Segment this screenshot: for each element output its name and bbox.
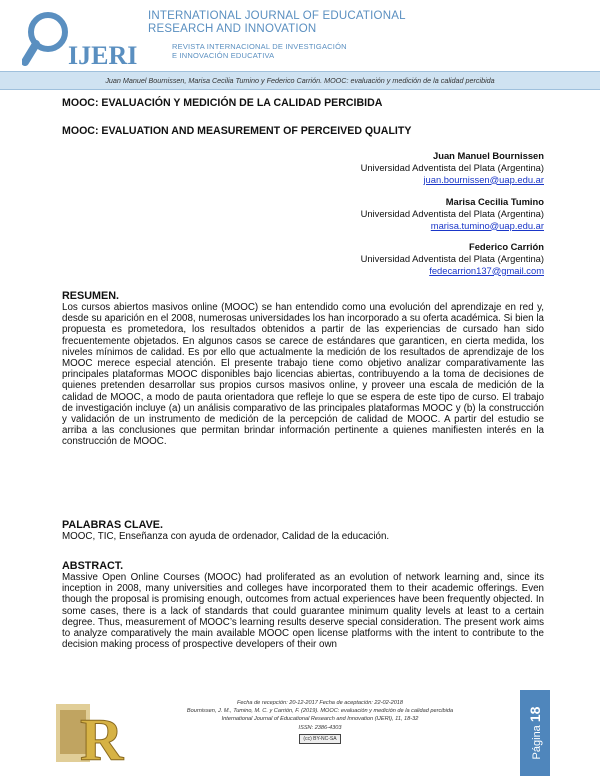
author-email-link[interactable]: juan.bournissen@uap.edu.ar [423,173,544,185]
running-header: Juan Manuel Bournissen, Marisa Cecilia Tumino y Federico Carrión. MOOC: evaluación y medición de la calidad percibida [0,71,600,90]
cc-icon: (cc) [303,735,314,742]
author-affiliation: Universidad Adventista del Plata (Argentina) [360,161,544,173]
journal-name-line1: INTERNATIONAL JOURNAL OF EDUCATIONAL [148,10,406,22]
resumen-heading: RESUMEN. [62,290,119,302]
journal-name-es [172,42,347,60]
author-name: Juan Manuel Bournissen [433,150,544,161]
footer-journal-ref: International Journal of Educational Research and Innovation (IJERI), 11, 18-32 [221,716,419,723]
resumen-section [62,290,544,448]
resumen-text: Los cursos abiertos masivos online (MOOC) se han entendido como una evolución del aprendizaje en red y, desde su aparición en el 2008, numerosas universidades los han incorporado a su oferta académica. Si bien la propuesta es prometedora, los resultados obtenidos a partir de las experiencias de cursado han sido frecuentemente objetados. En algunos casos se carece de estándares que garanticen, en cierta medida, los niveles mínimos de calidad. Es por ello que actualmente la medición de los resultados de aprendizaje de los MOOC merece especial atención. El presente trabajo tiene como objetivo analizar comparativamente las principales plataformas MOOC disponibles bajo licencias abiertas, contribuyendo a la toma de decisiones de quienes pretenden desarrollar sus propios cursos masivos online, y proveer una escala de medición de la calidad de MOOC, a modo de pauta orientadora que refleje lo que se espera de este tipo de curso. El trabajo de investigación incluye (a) un análisis comparativo de las principales plataformas MOOC y (b) la construcción y validación de un instrumento de medición de la percepción de calidad de MOOC. A partir del estudio se arriba a las conclusiones que permitan brindar información pertinente a quienes manifiesten interés en la construcción de MOOC. [62,302,544,448]
abstract-heading: ABSTRACT. [62,560,124,572]
journal-header [0,0,600,72]
author-block [361,241,544,276]
footer-issn: ISSN: 2386-4303 [298,724,342,731]
author-name: Marisa Cecilia Tumino [445,196,544,207]
abstract-text: Massive Open Online Courses (MOOC) had proliferated as an evolution of network learning and, since its inception in 2008, many universities and colleges have incorporated them to their academic offerings. Even though the proposal is promising enough, outcomes from actual experiences have been frequently objected. In some cases, there is a lack of standards that could guarantee minimum quality levels at least to a certain degree. Thus, measurement of MOOC’s learning results deserve special consideration. The present work aims to analyze comparatively the main available MOOC open license platforms with the intent to contribute to the decision making process of prospective developers of their own [62,572,544,651]
author-affiliation: Universidad Adventista del Plata (Argentina) [360,252,544,264]
title-es: MOOC: EVALUACIÓN Y MEDICIÓN DE LA CALIDAD PERCIBIDA [62,97,383,109]
author-block [361,196,544,231]
author-email-link[interactable]: marisa.tumino@uap.edu.ar [430,219,544,231]
footer-logo-icon [56,698,126,768]
journal-name-line2: RESEARCH AND INNOVATION [148,23,317,35]
page-number: Página 18 [527,706,543,760]
footer-citation: Bournissen, J. M., Tumino, M. C. y Carrión, F. (2019). MOOC: evaluación y medición de la calidad percibida [186,708,454,715]
title-en: MOOC: EVALUATION AND MEASUREMENT OF PERCEIVED QUALITY [62,125,412,137]
author-email-link[interactable]: fedecarrion137@gmail.com [429,264,544,276]
license-badge: (cc) BY-NC-SA [299,734,340,744]
abstract-section [62,560,544,650]
author-block [361,150,544,185]
palabras-heading: PALABRAS CLAVE. [62,519,163,531]
journal-name [148,10,406,36]
svg-text:IJERI: IJERI [68,41,138,68]
journal-es-line1: REVISTA INTERNACIONAL DE INVESTIGACIÓN [172,42,347,51]
svg-text:R: R [80,707,124,768]
journal-es-line2: E INNOVACIÓN EDUCATIVA [172,51,275,60]
journal-logo-icon [22,6,142,68]
author-name: Federico Carrión [468,241,544,252]
footer-dates: Fecha de recepción: 20-12-2017 Fecha de aceptación: 22-02-2018 [236,700,404,706]
palabras-section [62,519,544,542]
footer [140,699,500,744]
palabras-text: MOOC, TIC, Enseñanza con ayuda de ordenador, Calidad de la educación. [62,531,390,542]
author-affiliation: Universidad Adventista del Plata (Argentina) [360,207,544,219]
